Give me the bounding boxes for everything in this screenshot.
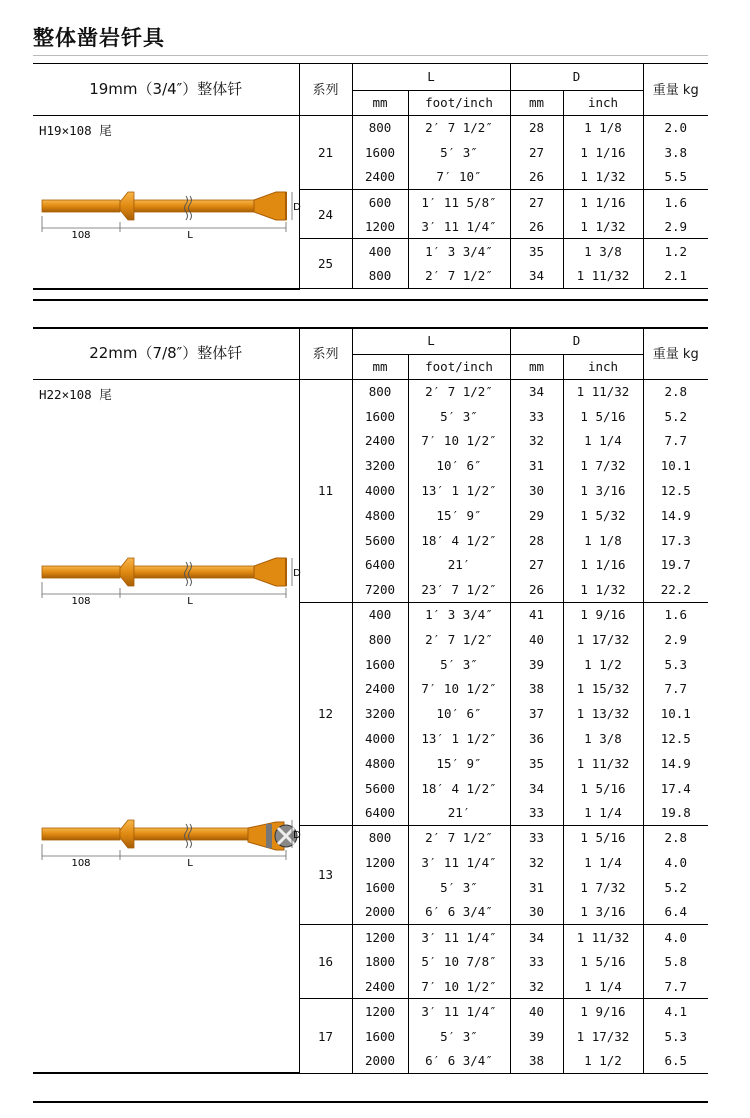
length-foot-inch: 5′ 3″	[408, 1024, 510, 1049]
length-foot-inch: 6′ 6 3/4″	[408, 900, 510, 925]
table-row	[33, 115, 708, 140]
length-foot-inch: 5′ 3″	[408, 404, 510, 429]
table-rule	[33, 63, 708, 64]
weight-kg: 5.2	[664, 879, 688, 895]
length-mm: 6400	[352, 553, 408, 578]
length-mm: 1200	[352, 925, 408, 950]
diameter-mm: 30	[510, 478, 563, 503]
diameter-mm: 27	[510, 553, 563, 578]
length-mm: 3200	[352, 453, 408, 478]
length-foot-inch: 13′ 1 1/2″	[408, 478, 510, 503]
length-mm: 800	[352, 379, 408, 404]
weight-kg: 14.9	[660, 507, 691, 523]
diameter-mm: 26	[510, 577, 563, 602]
shank-length-label: 108	[71, 230, 91, 241]
length-foot-inch: 2′ 7 1/2″	[408, 115, 510, 140]
diameter-inch: 1 1/16	[563, 189, 643, 214]
length-foot-inch: 3′ 11 1/4″	[408, 850, 510, 875]
diameter-inch: 1 1/32	[563, 577, 643, 602]
series-cell: 11	[299, 379, 352, 602]
length-foot-inch: 1′ 3 3/4″	[408, 602, 510, 627]
length-mm: 800	[352, 264, 408, 289]
product-illustration-cell	[33, 379, 299, 1073]
length-mm: 5600	[352, 528, 408, 553]
weight-kg: 4.0	[664, 855, 688, 871]
length-foot-inch: 5′ 3″	[408, 652, 510, 677]
weight-kg: 1.6	[664, 607, 688, 623]
diameter-inch: 1 13/32	[563, 701, 643, 726]
diameter-inch: 1 1/16	[563, 553, 643, 578]
length-mm-header: mm	[352, 90, 408, 115]
length-foot-inch: 3′ 11 1/4″	[408, 214, 510, 239]
length-foot-inch: 7′ 10 1/2″	[408, 429, 510, 454]
rod-shank	[42, 200, 120, 212]
diameter-inch: 1 1/32	[563, 165, 643, 190]
length-mm: 2000	[352, 1049, 408, 1074]
weight-kg: 5.3	[664, 1028, 688, 1044]
length-foot-inch: 23′ 7 1/2″	[408, 577, 510, 602]
rod-length-label: L	[187, 596, 193, 607]
weight-kg: 7.7	[664, 433, 688, 449]
table-rule	[33, 1101, 708, 1103]
weight-kg: 7.7	[643, 974, 708, 999]
weight-kg: 1.2	[664, 244, 688, 260]
diameter-mm-header: mm	[510, 90, 563, 115]
series-cell: 21	[299, 115, 352, 189]
weight-kg: 10.1	[660, 458, 691, 474]
weight-kg: 4.0	[664, 929, 688, 945]
length-mm: 7200	[352, 577, 408, 602]
length-foot-inch: 5′ 3″	[408, 140, 510, 165]
shank-model-label: H19×108 尾	[39, 122, 112, 138]
table-row	[33, 379, 708, 404]
diameter-inch: 1 7/32	[563, 453, 643, 478]
rod-body	[134, 828, 254, 840]
weight-kg: 5.8	[664, 954, 688, 970]
diameter-mm: 33	[510, 801, 563, 826]
diameter-mm: 34	[510, 264, 563, 289]
diameter-inch: 1 1/4	[563, 429, 643, 454]
weight-kg: 2.8	[664, 384, 688, 400]
diameter-inch: 1 5/16	[563, 949, 643, 974]
length-mm: 400	[352, 602, 408, 627]
diameter-inch: 1 3/8	[563, 726, 643, 751]
diameter-inch: 1 5/16	[563, 776, 643, 801]
length-mm: 1200	[352, 999, 408, 1024]
weight-kg: 22.2	[643, 577, 708, 602]
diameter-mm-header: mm	[510, 354, 563, 379]
diameter-mm: 34	[510, 776, 563, 801]
diameter-inch: 1 11/32	[563, 379, 643, 404]
table-rule	[33, 299, 708, 301]
title-divider	[33, 55, 708, 56]
diameter-mm: 36	[510, 726, 563, 751]
weight-kg: 12.5	[660, 483, 691, 499]
length-mm: 1200	[352, 850, 408, 875]
diameter-inch: 1 11/32	[563, 264, 643, 289]
length-mm: 4000	[352, 726, 408, 751]
drill-rod-image	[40, 814, 300, 870]
length-mm: 1200	[352, 214, 408, 239]
rod-collar	[120, 820, 134, 848]
diameter-inch: 1 5/16	[563, 825, 643, 850]
length-mm: 2400	[352, 429, 408, 454]
diameter-inch: 1 3/16	[563, 478, 643, 503]
diameter-label: D	[293, 568, 301, 579]
spec-table	[33, 327, 708, 1074]
diameter-mm: 32	[510, 974, 563, 999]
diameter-mm: 41	[510, 602, 563, 627]
length-mm: 800	[352, 825, 408, 850]
diameter-inch: 1 3/16	[563, 900, 643, 925]
weight-kg: 19.7	[660, 557, 691, 573]
length-foot-inch: 18′ 4 1/2″	[408, 528, 510, 553]
diameter-mm: 27	[510, 140, 563, 165]
diameter-mm: 37	[510, 701, 563, 726]
diameter-inch: 1 5/16	[563, 404, 643, 429]
diameter-inch: 1 5/32	[563, 503, 643, 528]
series-cell: 16	[299, 925, 352, 999]
rod-collar	[120, 558, 134, 586]
length-foot-inch: 15′ 9″	[408, 751, 510, 776]
length-mm: 1600	[352, 140, 408, 165]
length-header: L	[352, 327, 510, 354]
diameter-mm: 39	[510, 652, 563, 677]
diameter-mm: 28	[510, 115, 563, 140]
length-mm: 2000	[352, 900, 408, 925]
table-rule	[33, 327, 708, 329]
diameter-inch: 1 1/16	[563, 140, 643, 165]
diameter-mm: 40	[510, 999, 563, 1024]
weight-kg: 1.6	[664, 194, 688, 210]
rod-body	[134, 566, 254, 578]
diameter-mm: 26	[510, 165, 563, 190]
weight-kg: 7.7	[664, 681, 688, 697]
drill-rod-image	[40, 552, 300, 608]
diameter-inch: 1 1/32	[563, 214, 643, 239]
length-foot-inch: 7′ 10 1/2″	[408, 677, 510, 702]
weight-header: 重量 kg	[643, 63, 708, 115]
length-mm: 6400	[352, 801, 408, 826]
diameter-inch: 1 11/32	[563, 925, 643, 950]
length-foot-inch-header: foot/inch	[408, 90, 510, 115]
length-mm: 4800	[352, 503, 408, 528]
series-cell: 17	[299, 999, 352, 1073]
weight-kg: 14.9	[660, 755, 691, 771]
rod-length-label: L	[187, 230, 193, 241]
diameter-mm: 29	[510, 503, 563, 528]
weight-kg: 10.1	[660, 706, 691, 722]
diameter-inch: 1 1/8	[563, 115, 643, 140]
length-foot-inch: 18′ 4 1/2″	[408, 776, 510, 801]
length-mm: 3200	[352, 701, 408, 726]
diameter-inch: 1 1/4	[563, 974, 643, 999]
diameter-inch: 1 1/4	[563, 850, 643, 875]
weight-kg: 6.5	[643, 1049, 708, 1074]
shank-length-label: 108	[71, 596, 91, 607]
weight-header: 重量 kg	[643, 327, 708, 379]
length-mm: 1600	[352, 875, 408, 900]
weight-kg: 2.9	[664, 631, 688, 647]
length-mm: 600	[352, 189, 408, 214]
diameter-header: D	[510, 327, 643, 354]
length-foot-inch: 5′ 10 7/8″	[408, 949, 510, 974]
diameter-mm: 39	[510, 1024, 563, 1049]
diameter-mm: 30	[510, 900, 563, 925]
diameter-mm: 32	[510, 850, 563, 875]
length-mm: 2400	[352, 165, 408, 190]
weight-kg: 3.8	[664, 144, 688, 160]
length-mm-header: mm	[352, 354, 408, 379]
diameter-inch: 1 17/32	[563, 627, 643, 652]
rod-body	[134, 200, 254, 212]
length-mm: 1800	[352, 949, 408, 974]
length-foot-inch: 21′	[408, 801, 510, 826]
spec-table	[33, 63, 708, 290]
length-foot-inch: 15′ 9″	[408, 503, 510, 528]
diameter-mm: 35	[510, 751, 563, 776]
drill-rod-drawing	[40, 814, 301, 869]
diameter-mm: 35	[510, 239, 563, 264]
diameter-mm: 31	[510, 875, 563, 900]
length-mm: 800	[352, 115, 408, 140]
length-foot-inch: 1′ 11 5/8″	[408, 189, 510, 214]
length-mm: 2400	[352, 974, 408, 999]
diameter-inch-header: inch	[563, 90, 643, 115]
rod-shank	[42, 566, 120, 578]
diameter-inch: 1 1/4	[563, 801, 643, 826]
series-cell: 25	[299, 239, 352, 289]
length-foot-inch: 2′ 7 1/2″	[408, 825, 510, 850]
length-foot-inch: 10′ 6″	[408, 701, 510, 726]
length-mm: 1600	[352, 404, 408, 429]
diameter-mm: 38	[510, 677, 563, 702]
length-foot-inch: 21′	[408, 553, 510, 578]
diameter-mm: 33	[510, 825, 563, 850]
length-mm: 1600	[352, 1024, 408, 1049]
length-foot-inch: 10′ 6″	[408, 453, 510, 478]
diameter-label: D	[293, 830, 301, 841]
diameter-mm: 38	[510, 1049, 563, 1074]
diameter-inch: 1 17/32	[563, 1024, 643, 1049]
diameter-mm: 28	[510, 528, 563, 553]
weight-kg: 2.9	[643, 214, 708, 239]
diameter-inch-header: inch	[563, 354, 643, 379]
diameter-mm: 40	[510, 627, 563, 652]
length-foot-inch: 7′ 10 1/2″	[408, 974, 510, 999]
length-mm: 5600	[352, 776, 408, 801]
section-title: 22mm（7/8″）整体钎	[33, 327, 299, 379]
diameter-inch: 1 9/16	[563, 602, 643, 627]
diameter-mm: 34	[510, 379, 563, 404]
drill-rod-drawing	[40, 552, 301, 607]
weight-kg: 2.1	[643, 264, 708, 289]
diameter-inch: 1 1/8	[563, 528, 643, 553]
shank-model-label: H22×108 尾	[39, 386, 112, 402]
weight-kg: 2.0	[664, 120, 688, 136]
length-foot-inch: 5′ 3″	[408, 875, 510, 900]
length-mm: 800	[352, 627, 408, 652]
diameter-inch: 1 3/8	[563, 239, 643, 264]
drill-rod-drawing	[40, 186, 301, 241]
length-foot-inch: 2′ 7 1/2″	[408, 627, 510, 652]
length-foot-inch: 2′ 7 1/2″	[408, 264, 510, 289]
weight-kg: 17.3	[660, 532, 691, 548]
weight-kg: 17.4	[660, 780, 691, 796]
length-foot-inch: 1′ 3 3/4″	[408, 239, 510, 264]
series-cell: 12	[299, 602, 352, 825]
series-header: 系列	[299, 63, 352, 115]
diameter-inch: 1 9/16	[563, 999, 643, 1024]
rod-length-label: L	[187, 858, 193, 869]
length-header: L	[352, 63, 510, 90]
length-foot-inch: 6′ 6 3/4″	[408, 1049, 510, 1074]
length-mm: 400	[352, 239, 408, 264]
section-title: 19mm（3/4″）整体钎	[33, 63, 299, 115]
length-foot-inch: 3′ 11 1/4″	[408, 999, 510, 1024]
diameter-mm: 33	[510, 949, 563, 974]
weight-kg: 5.5	[643, 165, 708, 190]
length-foot-inch: 13′ 1 1/2″	[408, 726, 510, 751]
length-foot-inch-header: foot/inch	[408, 354, 510, 379]
weight-kg: 5.3	[664, 656, 688, 672]
diameter-inch: 1 1/2	[563, 652, 643, 677]
diameter-inch: 1 1/2	[563, 1049, 643, 1074]
diameter-inch: 1 7/32	[563, 875, 643, 900]
diameter-mm: 31	[510, 453, 563, 478]
series-header: 系列	[299, 327, 352, 379]
diameter-inch: 1 11/32	[563, 751, 643, 776]
length-foot-inch: 3′ 11 1/4″	[408, 925, 510, 950]
rod-shank	[42, 828, 120, 840]
diameter-header: D	[510, 63, 643, 90]
length-foot-inch: 7′ 10″	[408, 165, 510, 190]
diameter-label: D	[293, 202, 301, 213]
length-mm: 1600	[352, 652, 408, 677]
weight-kg: 6.4	[643, 900, 708, 925]
diameter-mm: 27	[510, 189, 563, 214]
rod-collar	[120, 192, 134, 220]
series-cell: 24	[299, 189, 352, 239]
length-mm: 4000	[352, 478, 408, 503]
shank-length-label: 108	[71, 858, 91, 869]
length-mm: 4800	[352, 751, 408, 776]
diameter-mm: 32	[510, 429, 563, 454]
series-cell: 13	[299, 825, 352, 924]
weight-kg: 12.5	[660, 731, 691, 747]
weight-kg: 19.8	[643, 801, 708, 826]
diameter-mm: 34	[510, 925, 563, 950]
length-foot-inch: 2′ 7 1/2″	[408, 379, 510, 404]
diameter-inch: 1 15/32	[563, 677, 643, 702]
weight-kg: 4.1	[664, 1004, 688, 1020]
diameter-mm: 33	[510, 404, 563, 429]
drill-rod-image	[40, 186, 300, 242]
weight-kg: 5.2	[664, 408, 688, 424]
length-mm: 2400	[352, 677, 408, 702]
weight-kg: 2.8	[664, 830, 688, 846]
page-title: 整体凿岩钎具	[33, 26, 165, 50]
diameter-mm: 26	[510, 214, 563, 239]
